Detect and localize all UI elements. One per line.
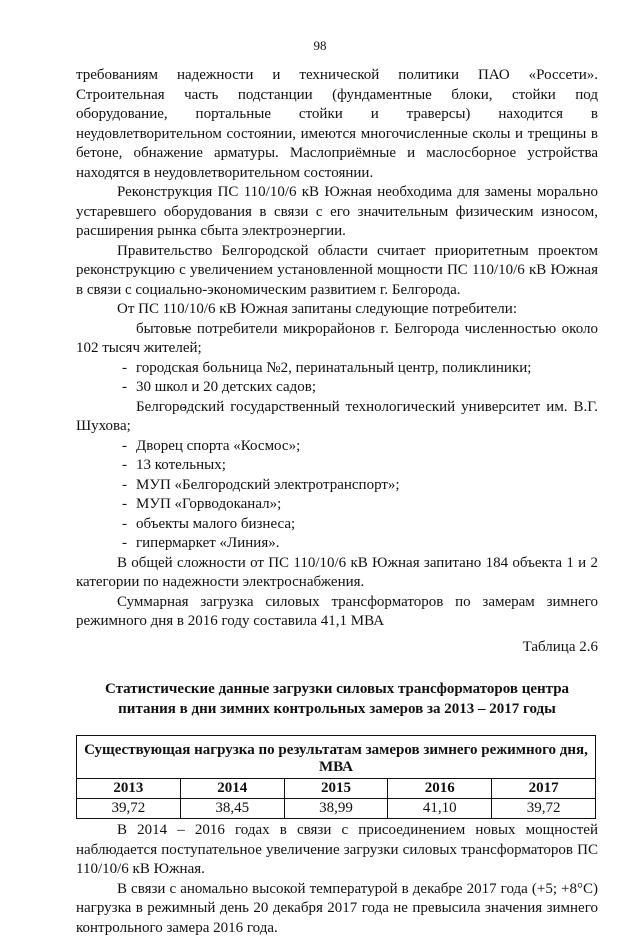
paragraph-consumers-intro: От ПС 110/10/6 кВ Южная запитаны следующие потребители: (76, 300, 598, 320)
paragraph-temperature-note: В связи с аномально высокой температурой в декабре 2017 года (+5; +8°С) нагрузка в режимный день 20 декабря 2017 года не превысила значения зимнего контрольного замера 2016 года. (76, 880, 598, 938)
table-caption: Существующая нагрузка по результатам замеров зимнего режимного дня, МВА (77, 736, 596, 779)
page-number: 98 (0, 36, 640, 56)
table-label: Таблица 2.6 (76, 638, 598, 658)
table-caption-row (77, 736, 596, 779)
table-year-header: 2016 (388, 779, 492, 799)
list-item: - бытовые потребители микрорайонов г. Белгорода численностью около 102 тысяч жителей; (76, 320, 598, 359)
table-cell-value: 38,99 (284, 799, 388, 819)
table-year-header: 2014 (180, 779, 284, 799)
list-item: - Белгородский государственный технологический университет им. В.Г. Шухова; (76, 398, 598, 437)
paragraph-government-priority: Правительство Белгородской области считает приоритетным проектом реконструкцию с увеличением установленной мощности ПС 110/10/6 кВ Южная в связи с социально-экономическим развитием г. Белгорода. (76, 242, 598, 301)
table-year-header: 2017 (492, 779, 596, 799)
consumers-list (76, 320, 598, 554)
list-item: - городская больница №2, перинатальный центр, поликлиники; (76, 359, 598, 379)
paragraph-objects-total: В общей сложности от ПС 110/10/6 кВ Южная запитано 184 объекта 1 и 2 категории по надежности электроснабжения. (76, 554, 598, 593)
list-item: - МУП «Горводоканал»; (76, 495, 598, 515)
table-year-header: 2015 (284, 779, 388, 799)
list-item: - объекты малого бизнеса; (76, 515, 598, 535)
list-item: - 30 школ и 20 детских садов; (76, 378, 598, 398)
table-year-header: 2013 (77, 779, 181, 799)
list-item: - Дворец спорта «Космос»; (76, 437, 598, 457)
list-item: - 13 котельных; (76, 456, 598, 476)
table-cell-value: 39,72 (492, 799, 596, 819)
load-statistics-table (76, 735, 596, 819)
table-header-row (77, 779, 596, 799)
table-cell-value: 41,10 (388, 799, 492, 819)
table-cell-value: 39,72 (77, 799, 181, 819)
paragraph-total-load: Суммарная загрузка силовых трансформаторов по замерам зимнего режимного дня в 2016 году составила 41,1 МВА (76, 593, 598, 632)
list-item: - МУП «Белгородский электротранспорт»; (76, 476, 598, 496)
paragraph-condition: требованиям надежности и технической политики ПАО «Россети». Строительная часть подстанции (фундаментные блоки, стойки под оборудование, портальные стойки и траверсы) находится в неудовлетворительном состоянии, имеются многочисленные сколы и трещины в бетоне, обнажение арматуры. Маслоприёмные и маслосборное устройства находятся в неудовлетворительном состоянии. (76, 66, 598, 183)
list-item: - гипермаркет «Линия». (76, 534, 598, 554)
paragraph-load-growth: В 2014 – 2016 годах в связи с присоединением новых мощностей наблюдается поступательное увеличение загрузки силовых трансформаторов ПС 110/10/6 кВ Южная. (76, 821, 598, 880)
paragraph-reconstruction-need: Реконструкция ПС 110/10/6 кВ Южная необходима для замены морально устаревшего оборудования в связи с его значительным физическим износом, расширения рынка сбыта электроэнергии. (76, 183, 598, 242)
table-cell-value: 38,45 (180, 799, 284, 819)
table-heading: Статистические данные загрузки силовых трансформаторов центра питания в дни зимних контрольных замеров за 2013 – 2017 годы (76, 679, 598, 719)
table-row (77, 799, 596, 819)
page-content (76, 66, 598, 938)
